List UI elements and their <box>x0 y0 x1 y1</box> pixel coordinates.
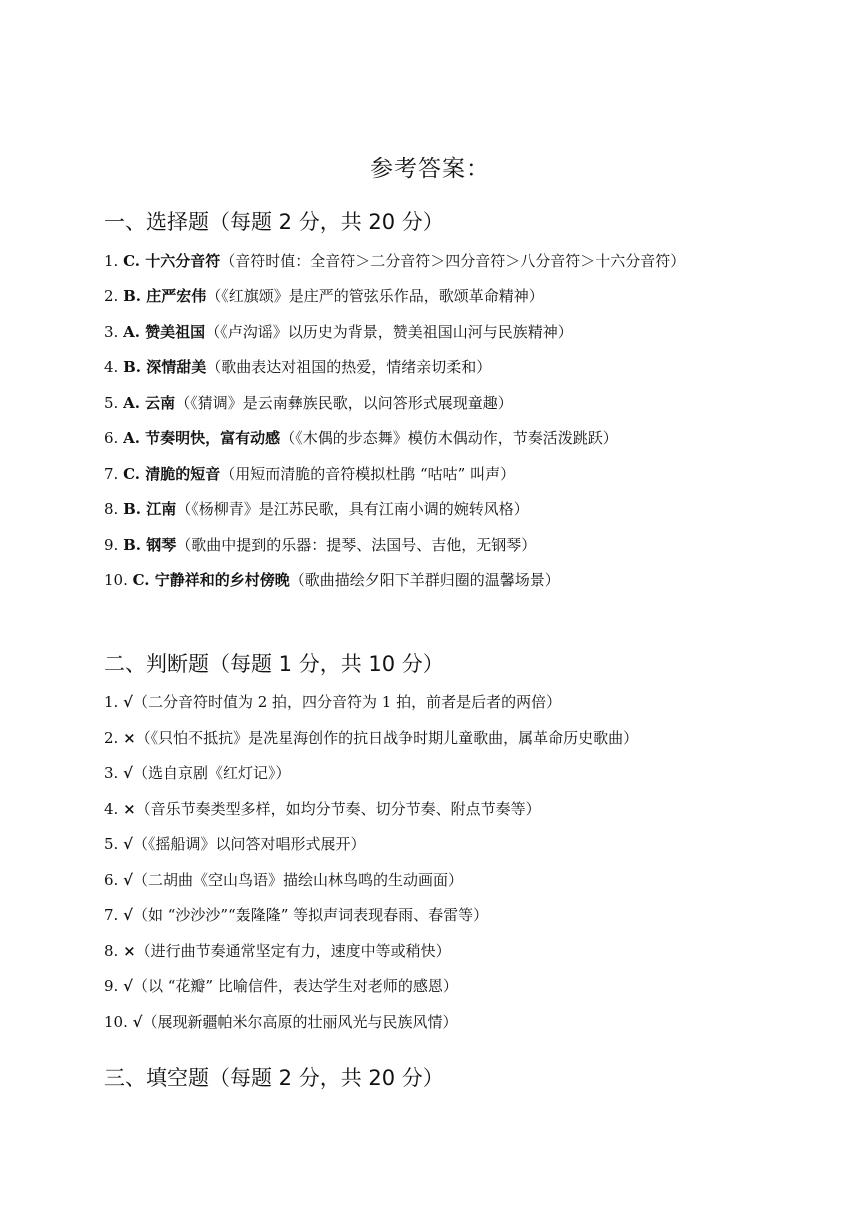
answer: × <box>123 941 136 960</box>
explanation: （音符时值：全音符＞二分音符＞四分音符＞八分音符＞十六分音符） <box>220 252 686 270</box>
answer: √ <box>123 764 133 782</box>
explanation: （《杨柳青》是江苏民歌，具有江南小调的婉转风格） <box>176 500 529 518</box>
answer: B. 钢琴 <box>123 535 177 554</box>
explanation: （以 “花瓣” 比喻信件，表达学生对老师的感恩） <box>132 977 458 995</box>
explanation: （如 “沙沙沙”“轰隆隆” 等拟声词表现春雨、春雷等） <box>132 906 489 924</box>
answer: C. 十六分音符 <box>123 252 221 270</box>
explanation: （展现新疆帕米尔高原的壮丽风光与民族风情） <box>142 1012 458 1031</box>
answer: √ <box>123 693 133 711</box>
explanation: （《摇船调》以问答对唱形式展开） <box>132 835 366 853</box>
answer: B. 深情甜美 <box>123 358 207 376</box>
explanation: （《只怕不抵抗》是冼星海创作的抗日战争时期儿童歌曲，属革命历史歌曲） <box>135 728 639 747</box>
explanation: （歌曲表达对祖国的热爱，情绪亲切柔和） <box>206 358 492 376</box>
list-item: 4. ×（音乐节奏类型多样，如均分节奏、切分节奏、附点节奏等） <box>104 799 541 818</box>
list-item: 5. A. 云南（《猜调》是云南彝族民歌，以问答形式展现童趣） <box>104 393 513 412</box>
choice-answer-list <box>104 248 764 604</box>
explanation: （用短而清脆的音符模拟杜鹃 “咕咕” 叫声） <box>220 464 516 483</box>
page-title: 参考答案： <box>370 156 490 182</box>
answer: × <box>123 799 136 818</box>
answer: B. 江南 <box>123 500 177 518</box>
explanation: （《卢沟谣》以历史为背景，赞美祖国山河与民族精神） <box>205 322 573 341</box>
answer: A. 赞美祖国 <box>123 322 206 341</box>
explanation: （歌曲中提到的乐器：提琴、法国号、吉他，无钢琴） <box>176 535 537 554</box>
answer: C. 宁静祥和的乡村傍晚 <box>132 571 290 589</box>
explanation: （选自京剧《红灯记》） <box>132 764 291 782</box>
answer: C. 清脆的短音 <box>123 464 221 483</box>
explanation: （二胡曲《空山鸟语》描绘山林鸟鸣的生动画面） <box>132 870 463 889</box>
section-heading-judgment: 二、判断题（每题 1 分，共 10 分） <box>104 652 444 676</box>
answer: √ <box>123 835 133 853</box>
list-item: 8. B. 江南（《杨柳青》是江苏民歌，具有江南小调的婉转风格） <box>104 500 529 518</box>
answer: × <box>123 728 136 747</box>
explanation: （《木偶的步态舞》模仿木偶动作，节奏活泼跳跃） <box>280 429 618 447</box>
answer: A. 云南 <box>123 393 176 412</box>
list-item: 6. √（二胡曲《空山鸟语》描绘山林鸟鸣的生动画面） <box>104 870 463 889</box>
list-item: 8. ×（进行曲节奏通常坚定有力，速度中等或稍快） <box>104 941 451 960</box>
list-item: 9. √（以 “花瓣” 比喻信件，表达学生对老师的感恩） <box>104 977 458 995</box>
list-item: 5. √（《摇船调》以问答对唱形式展开） <box>104 835 366 853</box>
list-item: 7. √（如 “沙沙沙”“轰隆隆” 等拟声词表现春雨、春雷等） <box>104 906 489 924</box>
list-item: 1. C. 十六分音符（音符时值：全音符＞二分音符＞四分音符＞八分音符＞十六分音符） <box>104 252 686 270</box>
list-item: 1. √（二分音符时值为 2 拍，四分音符为 1 拍，前者是后者的两倍） <box>104 693 562 711</box>
list-item: 3. √（选自京剧《红灯记》） <box>104 764 291 782</box>
answer: A. 节奏明快，富有动感 <box>123 429 281 447</box>
list-item: 4. B. 深情甜美（歌曲表达对祖国的热爱，情绪亲切柔和） <box>104 358 492 376</box>
judgment-answer-list <box>104 690 764 1045</box>
answer: √ <box>123 977 133 995</box>
answer: √ <box>132 1012 143 1031</box>
answer: √ <box>123 870 133 889</box>
answer: √ <box>123 906 133 924</box>
explanation: （二分音符时值为 2 拍，四分音符为 1 拍，前者是后者的两倍） <box>132 693 562 711</box>
section-heading-fill-in: 三、填空题（每题 2 分，共 20 分） <box>104 1066 444 1090</box>
list-item: 7. C. 清脆的短音（用短而清脆的音符模拟杜鹃 “咕咕” 叫声） <box>104 464 516 483</box>
explanation: （进行曲节奏通常坚定有力，速度中等或稍快） <box>135 941 451 960</box>
explanation: （歌曲描绘夕阳下羊群归圈的温馨场景） <box>289 571 560 589</box>
list-item: 2. B. 庄严宏伟（《红旗颂》是庄严的管弦乐作品，歌颂革命精神） <box>104 287 544 305</box>
list-item: 6. A. 节奏明快，富有动感（《木偶的步态舞》模仿木偶动作，节奏活泼跳跃） <box>104 429 618 447</box>
list-item: 9. B. 钢琴（歌曲中提到的乐器：提琴、法国号、吉他，无钢琴） <box>104 535 537 554</box>
list-item: 3. A. 赞美祖国（《卢沟谣》以历史为背景，赞美祖国山河与民族精神） <box>104 322 573 341</box>
explanation: （《猜调》是云南彝族民歌，以问答形式展现童趣） <box>175 393 513 412</box>
section-heading-choice: 一、选择题（每题 2 分，共 20 分） <box>104 210 444 234</box>
list-item: 10. C. 宁静祥和的乡村傍晚（歌曲描绘夕阳下羊群归圈的温馨场景） <box>104 571 560 589</box>
list-item: 10. √（展现新疆帕米尔高原的壮丽风光与民族风情） <box>104 1012 458 1031</box>
list-item: 2. ×（《只怕不抵抗》是冼星海创作的抗日战争时期儿童歌曲，属革命历史歌曲） <box>104 728 639 747</box>
answer: B. 庄严宏伟 <box>123 287 207 305</box>
explanation: （《红旗颂》是庄严的管弦乐作品，歌颂革命精神） <box>206 287 544 305</box>
explanation: （音乐节奏类型多样，如均分节奏、切分节奏、附点节奏等） <box>135 799 541 818</box>
